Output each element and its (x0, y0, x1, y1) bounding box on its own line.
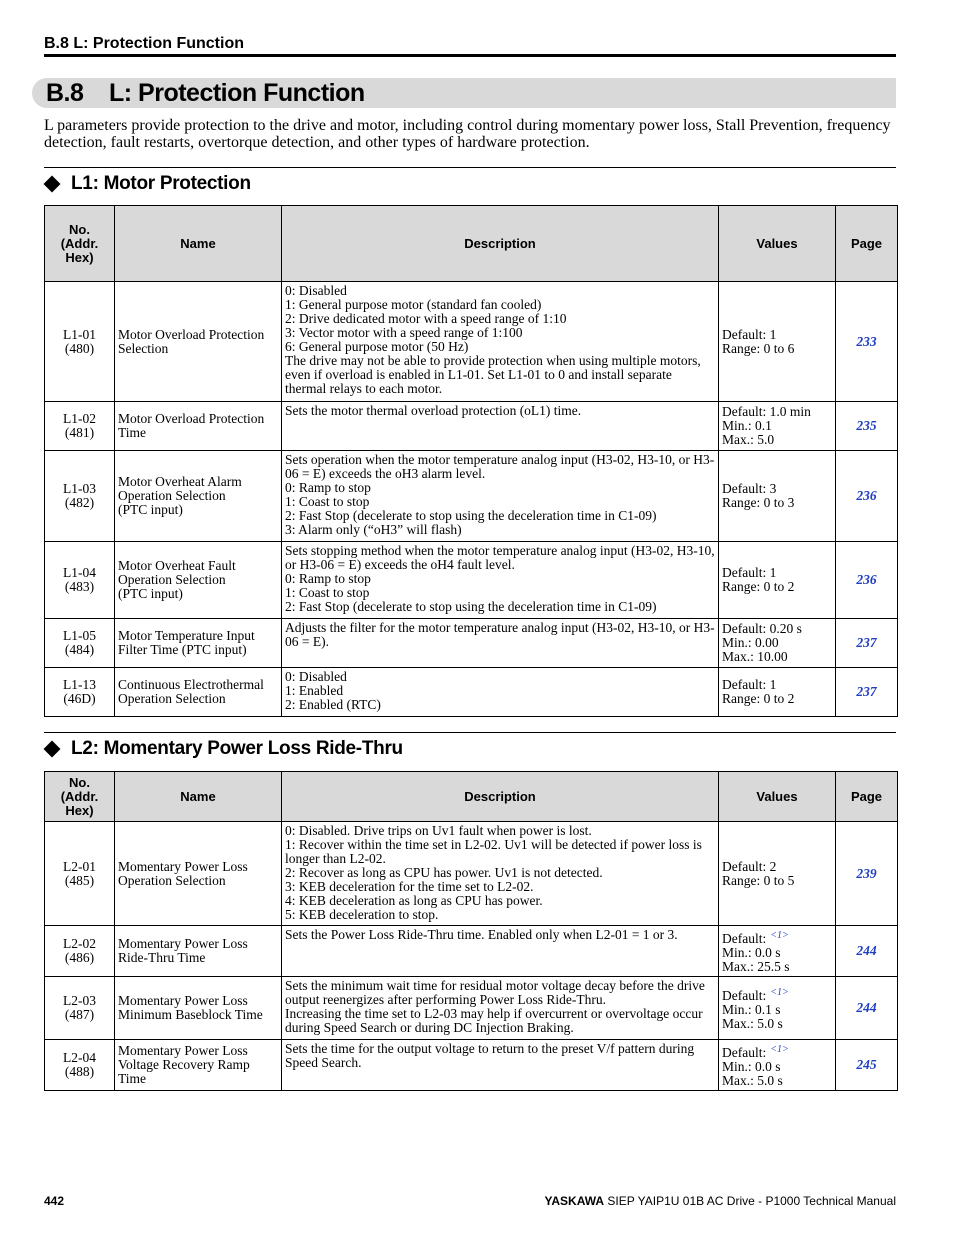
param-name: Momentary Power Loss Operation Selection (115, 822, 282, 926)
running-head: B.8 L: Protection Function (44, 35, 244, 52)
param-name: Motor Overheat Alarm Operation Selection (PTC input) (115, 451, 282, 542)
page-number: 442 (44, 1194, 65, 1208)
footer-manual-name: SIEP YAIP1U 01B AC Drive - P1000 Technical Manual (607, 1194, 896, 1208)
col-header-no: No. (Addr. Hex) (45, 772, 115, 822)
values-default-label: Default: (722, 1044, 767, 1060)
param-values (719, 977, 836, 1040)
values-default-label: Default: (722, 930, 767, 946)
param-description: 0: Disabled 1: General purpose motor (standard fan cooled) 2: Drive dedicated motor with a speed range of 1:10 3: Vector motor with a speed range of 1:100 6: General purpose motor (50 Hz) The drive may not be able to provide protection when using multiple motors, even if overload is enabled in L1-01. Set L1-01 to 0 and install separate thermal relays to each motor. (282, 282, 719, 402)
param-number: L2-02 (486) (45, 926, 115, 977)
table-row (45, 542, 898, 619)
col-header-page: Page (836, 206, 898, 282)
param-number: L2-01 (485) (45, 822, 115, 926)
param-number: L1-02 (481) (45, 402, 115, 451)
footnote-ref-link[interactable]: <1> (770, 986, 789, 998)
table-row (45, 1040, 898, 1091)
footnote-ref-link[interactable]: <1> (770, 929, 789, 941)
param-name: Continuous Electrothermal Operation Selection (115, 668, 282, 717)
param-number: L2-04 (488) (45, 1040, 115, 1091)
page-link[interactable]: 237 (836, 668, 898, 717)
page-link[interactable]: 236 (836, 542, 898, 619)
table-header-row (45, 206, 898, 282)
param-number: L1-01 (480) (45, 282, 115, 402)
diamond-bullet-icon (44, 741, 61, 758)
section-title-text: L: Protection Function (109, 79, 365, 107)
param-values: Default: 0.20 s Min.: 0.00 Max.: 10.00 (719, 619, 836, 668)
footer-brand: YASKAWA (544, 1194, 605, 1208)
param-number: L1-03 (482) (45, 451, 115, 542)
page-link[interactable]: 233 (836, 282, 898, 402)
l1-rule (44, 167, 896, 168)
param-values: Default: 1 Range: 0 to 2 (719, 542, 836, 619)
param-description: Sets operation when the motor temperature analog input (H3-02, H3-10, or H3-06 = E) exceeds the oH3 alarm level. 0: Ramp to stop 1: Coast to stop 2: Fast Stop (decelerate to stop using the deceleration time in C1-09) 3: Alarm only (“oH3” will flash) (282, 451, 719, 542)
l1-table (44, 205, 898, 717)
table-row (45, 619, 898, 668)
param-description: Sets the motor thermal overload protection (oL1) time. (282, 402, 719, 451)
table-row (45, 282, 898, 402)
table-row (45, 977, 898, 1040)
param-description: Sets stopping method when the motor temperature analog input (H3-02, H3-10, or H3-06 = E) exceeds the oH4 fault level. 0: Ramp to stop 1: Coast to stop 2: Fast Stop (decelerate to stop using the deceleration time in C1-09) (282, 542, 719, 619)
table-row (45, 668, 898, 717)
param-values: Default: 1.0 min Min.: 0.1 Max.: 5.0 (719, 402, 836, 451)
col-header-values: Values (719, 206, 836, 282)
page-link[interactable]: 239 (836, 822, 898, 926)
page-link[interactable]: 245 (836, 1040, 898, 1091)
page-link[interactable]: 237 (836, 619, 898, 668)
page-link[interactable]: 244 (836, 926, 898, 977)
values-range: Min.: 0.0 s Max.: 5.0 s (722, 1058, 783, 1088)
param-name: Motor Overload Protection Selection (115, 282, 282, 402)
page-link[interactable]: 244 (836, 977, 898, 1040)
param-values: Default: 2 Range: 0 to 5 (719, 822, 836, 926)
param-values: Default: 1 Range: 0 to 2 (719, 668, 836, 717)
param-name: Momentary Power Loss Minimum Baseblock Time (115, 977, 282, 1040)
values-default-label: Default: (722, 987, 767, 1003)
footer-manual-title (544, 1194, 896, 1208)
col-header-description: Description (282, 772, 719, 822)
param-name: Momentary Power Loss Ride-Thru Time (115, 926, 282, 977)
param-name: Motor Overheat Fault Operation Selection (PTC input) (115, 542, 282, 619)
param-number: L1-04 (483) (45, 542, 115, 619)
param-values (719, 1040, 836, 1091)
param-values: Default: 3 Range: 0 to 3 (719, 451, 836, 542)
param-number: L1-13 (46D) (45, 668, 115, 717)
param-name: Motor Temperature Input Filter Time (PTC input) (115, 619, 282, 668)
page-link[interactable]: 235 (836, 402, 898, 451)
table-row (45, 402, 898, 451)
l2-table (44, 771, 898, 1091)
param-description: Sets the minimum wait time for residual motor voltage decay before the drive output reenergizes after performing Power Loss Ride-Thru. Increasing the time set to L2-03 may help if overcurrent or overvoltage occur during Speed Search or during DC Injection Braking. (282, 977, 719, 1040)
col-header-page: Page (836, 772, 898, 822)
col-header-description: Description (282, 206, 719, 282)
param-name: Motor Overload Protection Time (115, 402, 282, 451)
values-range: Min.: 0.0 s Max.: 25.5 s (722, 944, 790, 974)
intro-paragraph: L parameters provide protection to the drive and motor, including control during momentary power loss, Stall Prevention, frequency detection, fault restarts, overtorque detection, and other types of hardware protection. (44, 117, 891, 151)
col-header-name: Name (115, 206, 282, 282)
l1-heading-text: L1: Motor Protection (71, 173, 251, 194)
table-row (45, 822, 898, 926)
table-row (45, 451, 898, 542)
l2-heading-text: L2: Momentary Power Loss Ride-Thru (71, 738, 403, 759)
col-header-values: Values (719, 772, 836, 822)
l2-rule (44, 732, 896, 733)
param-number: L2-03 (487) (45, 977, 115, 1040)
param-description: Sets the time for the output voltage to return to the preset V/f pattern during Speed Search. (282, 1040, 719, 1091)
table-header-row (45, 772, 898, 822)
l2-heading (44, 738, 403, 760)
col-header-no: No. (Addr. Hex) (45, 206, 115, 282)
diamond-bullet-icon (44, 176, 61, 193)
header-rule (44, 54, 896, 57)
param-description: Sets the Power Loss Ride-Thru time. Enabled only when L2-01 = 1 or 3. (282, 926, 719, 977)
col-header-name: Name (115, 772, 282, 822)
page-link[interactable]: 236 (836, 451, 898, 542)
param-description: 0: Disabled 1: Enabled 2: Enabled (RTC) (282, 668, 719, 717)
values-range: Min.: 0.1 s Max.: 5.0 s (722, 1001, 783, 1031)
param-values (719, 926, 836, 977)
param-values: Default: 1 Range: 0 to 6 (719, 282, 836, 402)
section-title (46, 79, 365, 108)
footnote-ref-link[interactable]: <1> (770, 1043, 789, 1055)
param-name: Momentary Power Loss Voltage Recovery Ramp Time (115, 1040, 282, 1091)
param-number: L1-05 (484) (45, 619, 115, 668)
table-row (45, 926, 898, 977)
section-number: B.8 (46, 79, 84, 107)
l1-heading (44, 173, 251, 195)
param-description: Adjusts the filter for the motor temperature analog input (H3-02, H3-10, or H3-06 = E). (282, 619, 719, 668)
param-description: 0: Disabled. Drive trips on Uv1 fault when power is lost. 1: Recover within the time set in L2-02. Uv1 will be detected if power loss is longer than L2-02. 2: Recover as long as CPU has power. Uv1 is not detected. 3: KEB deceleration for the time set to L2-02. 4: KEB deceleration as long as CPU has power. 5: KEB deceleration to stop. (282, 822, 719, 926)
